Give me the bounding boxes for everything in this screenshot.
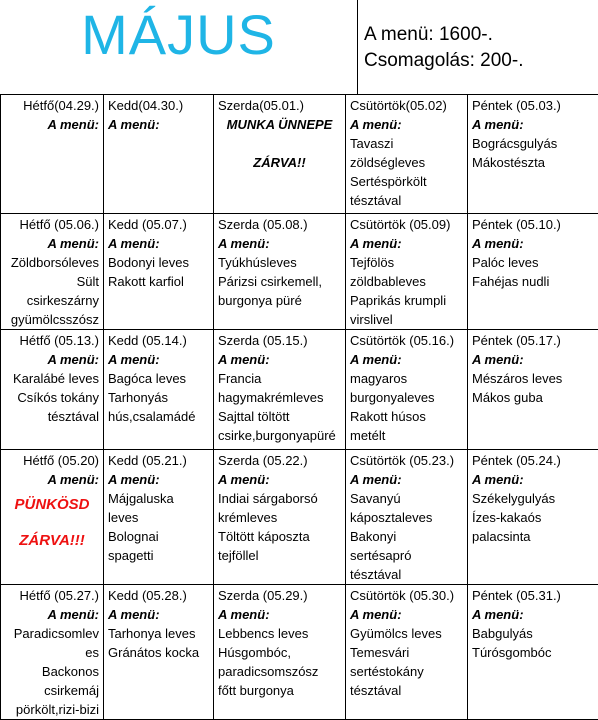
menu-item: Ízes-kakaós xyxy=(472,508,594,527)
menu-item: Töltött káposzta xyxy=(218,527,341,546)
menu-item: Temesvári xyxy=(350,643,463,662)
day-date: Péntek (05.03.) xyxy=(472,96,594,115)
menu-item: Sajttal töltött xyxy=(218,407,341,426)
menu-item: burgonya püré xyxy=(218,291,341,310)
menu-item: es xyxy=(5,643,99,662)
menu-item: spagetti xyxy=(108,546,209,565)
menu-label: A menü: xyxy=(5,350,99,369)
day-cell-tue xyxy=(104,95,214,214)
header-divider xyxy=(357,0,358,94)
menu-item: Mákostészta xyxy=(472,153,594,172)
menu-item: tejföllel xyxy=(218,546,341,565)
menu-label: A menü: xyxy=(350,470,463,489)
day-date: Csütörtök (05.16.) xyxy=(350,331,463,350)
holiday-name: PÜNKÖSD xyxy=(5,493,99,517)
day-date: Hétfő (05.20) xyxy=(5,451,99,470)
menu-item: Karalábé leves xyxy=(5,369,99,388)
day-cell-tue xyxy=(104,585,214,720)
menu-item: tésztával xyxy=(5,407,99,426)
week-row xyxy=(1,585,598,720)
menu-item: Sertéspörkölt xyxy=(350,172,463,191)
menu-item: magyaros xyxy=(350,369,463,388)
menu-item: tésztával xyxy=(350,565,463,584)
menu-item: paradicsomszósz xyxy=(218,662,341,681)
menu-item: csirkeszárny xyxy=(5,291,99,310)
menu-label: A menü: xyxy=(350,605,463,624)
menu-item: Paradicsomlev xyxy=(5,624,99,643)
menu-table xyxy=(0,94,598,720)
day-cell-tue xyxy=(104,330,214,450)
menu-item: Indiai sárgaborsó xyxy=(218,489,341,508)
menu-item: Bodonyi leves xyxy=(108,253,209,272)
day-date: Csütörtök(05.02) xyxy=(350,96,463,115)
menu-item: hús,csalamádé xyxy=(108,407,209,426)
day-cell-tue xyxy=(104,450,214,585)
day-date: Szerda (05.08.) xyxy=(218,215,341,234)
day-date: Hétfő (05.06.) xyxy=(5,215,99,234)
menu-label: A menü: xyxy=(108,470,209,489)
day-cell-thu xyxy=(346,450,468,585)
day-cell-wed xyxy=(214,585,346,720)
menu-item: burgonyaleves xyxy=(350,388,463,407)
menu-item: csirke,burgonyapüré xyxy=(218,426,341,445)
menu-label: A menü: xyxy=(350,234,463,253)
price-info xyxy=(364,22,523,74)
menu-item: pörkölt,rizi-bizi xyxy=(5,700,99,719)
day-date: Csütörtök (05.23.) xyxy=(350,451,463,470)
menu-label: A menü: xyxy=(5,115,99,134)
menu-item: Tarhonyás xyxy=(108,388,209,407)
day-date: Péntek (05.10.) xyxy=(472,215,594,234)
menu-label: A menü: xyxy=(218,470,341,489)
day-date: Kedd (05.14.) xyxy=(108,331,209,350)
day-date: Kedd (05.07.) xyxy=(108,215,209,234)
menu-item: Tejfölös xyxy=(350,253,463,272)
menu-item: Bakonyi xyxy=(350,527,463,546)
menu-label: A menü: xyxy=(108,234,209,253)
day-date: Kedd (05.28.) xyxy=(108,586,209,605)
day-cell-fri xyxy=(468,585,598,720)
page-title: MÁJUS xyxy=(0,0,357,94)
day-date: Hétfő (05.27.) xyxy=(5,586,99,605)
menu-item: Babgulyás xyxy=(472,624,594,643)
menu-label: A menü: xyxy=(218,605,341,624)
menu-item: virslivel xyxy=(350,310,463,329)
menu-item: Rakott húsos xyxy=(350,407,463,426)
menu-label: A menü: xyxy=(350,115,463,134)
day-cell-thu xyxy=(346,214,468,330)
menu-item: metélt xyxy=(350,426,463,445)
day-cell-wed xyxy=(214,450,346,585)
day-date: Kedd (05.21.) xyxy=(108,451,209,470)
menu-item: sertésapró xyxy=(350,546,463,565)
menu-label: A menü: xyxy=(472,470,594,489)
day-cell-thu xyxy=(346,95,468,214)
menu-label: A menü: xyxy=(472,115,594,134)
menu-item: Palóc leves xyxy=(472,253,594,272)
menu-item: Gránátos kocka xyxy=(108,643,209,662)
menu-item: Fahéjas nudli xyxy=(472,272,594,291)
menu-item: Túrósgombóc xyxy=(472,643,594,662)
menu-item: főtt burgonya xyxy=(218,681,341,700)
menu-item: Párizsi csirkemell, xyxy=(218,272,341,291)
spacer xyxy=(218,134,341,153)
menu-item: tésztával xyxy=(350,681,463,700)
day-cell-fri xyxy=(468,450,598,585)
day-date: Péntek (05.17.) xyxy=(472,331,594,350)
menu-item: Székelygulyás xyxy=(472,489,594,508)
day-date: Csütörtök (05.09) xyxy=(350,215,463,234)
menu-label: A menü: xyxy=(108,115,209,134)
day-cell-fri xyxy=(468,330,598,450)
menu-item: káposztaleves xyxy=(350,508,463,527)
closed-notice: ZÁRVA!! xyxy=(218,153,341,172)
day-date: Szerda (05.29.) xyxy=(218,586,341,605)
day-cell-tue xyxy=(104,214,214,330)
holiday-name: MUNKA ÜNNEPE xyxy=(218,115,341,134)
week-row xyxy=(1,450,598,585)
day-cell-mon xyxy=(1,450,104,585)
menu-item: sertéstokány xyxy=(350,662,463,681)
menu-label: A menü: xyxy=(218,234,341,253)
menu-label: A menü: xyxy=(350,350,463,369)
menu-item: Paprikás krumpli xyxy=(350,291,463,310)
menu-price: A menü: 1600-. xyxy=(364,22,523,48)
day-date: Szerda (05.15.) xyxy=(218,331,341,350)
menu-item: Mészáros leves xyxy=(472,369,594,388)
menu-item: Májgaluska xyxy=(108,489,209,508)
day-cell-wed xyxy=(214,95,346,214)
menu-item: gyümölcsszósz xyxy=(5,310,99,329)
menu-label: A menü: xyxy=(108,350,209,369)
day-cell-fri xyxy=(468,214,598,330)
menu-item: leves xyxy=(108,508,209,527)
day-cell-fri xyxy=(468,95,598,214)
menu-item: Mákos guba xyxy=(472,388,594,407)
day-date: Szerda(05.01.) xyxy=(218,96,341,115)
week-row xyxy=(1,95,598,214)
day-date: Szerda (05.22.) xyxy=(218,451,341,470)
day-cell-thu xyxy=(346,585,468,720)
menu-item: csirkemáj xyxy=(5,681,99,700)
menu-item: Sült xyxy=(5,272,99,291)
closed-notice: ZÁRVA!!! xyxy=(5,529,99,553)
menu-item: Bográcsgulyás xyxy=(472,134,594,153)
menu-item: Bagóca leves xyxy=(108,369,209,388)
menu-label: A menü: xyxy=(472,234,594,253)
menu-label: A menü: xyxy=(218,350,341,369)
header xyxy=(0,0,598,94)
day-cell-wed xyxy=(214,330,346,450)
menu-item: zöldségleves xyxy=(350,153,463,172)
menu-item: Lebbencs leves xyxy=(218,624,341,643)
day-cell-wed xyxy=(214,214,346,330)
menu-item: Csíkós tokány xyxy=(5,388,99,407)
menu-item: Savanyú xyxy=(350,489,463,508)
menu-item: Zöldborsóleves xyxy=(5,253,99,272)
menu-label: A menü: xyxy=(472,350,594,369)
day-date: Csütörtök (05.30.) xyxy=(350,586,463,605)
week-row xyxy=(1,330,598,450)
day-date: Kedd(04.30.) xyxy=(108,96,209,115)
day-date: Péntek (05.31.) xyxy=(472,586,594,605)
day-cell-mon xyxy=(1,214,104,330)
menu-label: A menü: xyxy=(472,605,594,624)
menu-item: krémleves xyxy=(218,508,341,527)
day-cell-mon xyxy=(1,95,104,214)
menu-label: A menü: xyxy=(108,605,209,624)
day-date: Hétfő(04.29.) xyxy=(5,96,99,115)
menu-item: Tarhonya leves xyxy=(108,624,209,643)
menu-item: Francia xyxy=(218,369,341,388)
week-row xyxy=(1,214,598,330)
menu-item: Rakott karfiol xyxy=(108,272,209,291)
menu-item: hagymakrémleves xyxy=(218,388,341,407)
menu-label: A menü: xyxy=(5,605,99,624)
menu-item: Bolognai xyxy=(108,527,209,546)
menu-item: Gyümölcs leves xyxy=(350,624,463,643)
day-cell-mon xyxy=(1,585,104,720)
menu-item: tésztával xyxy=(350,191,463,210)
menu-label: A menü: xyxy=(5,470,99,489)
menu-item: Backonos xyxy=(5,662,99,681)
day-date: Hétfő (05.13.) xyxy=(5,331,99,350)
day-cell-mon xyxy=(1,330,104,450)
menu-item: Húsgombóc, xyxy=(218,643,341,662)
menu-label: A menü: xyxy=(5,234,99,253)
day-cell-thu xyxy=(346,330,468,450)
day-date: Péntek (05.24.) xyxy=(472,451,594,470)
menu-item: zöldbableves xyxy=(350,272,463,291)
menu-item: palacsinta xyxy=(472,527,594,546)
menu-item: Tavaszi xyxy=(350,134,463,153)
packaging-price: Csomagolás: 200-. xyxy=(364,48,523,74)
menu-item: Tyúkhúsleves xyxy=(218,253,341,272)
